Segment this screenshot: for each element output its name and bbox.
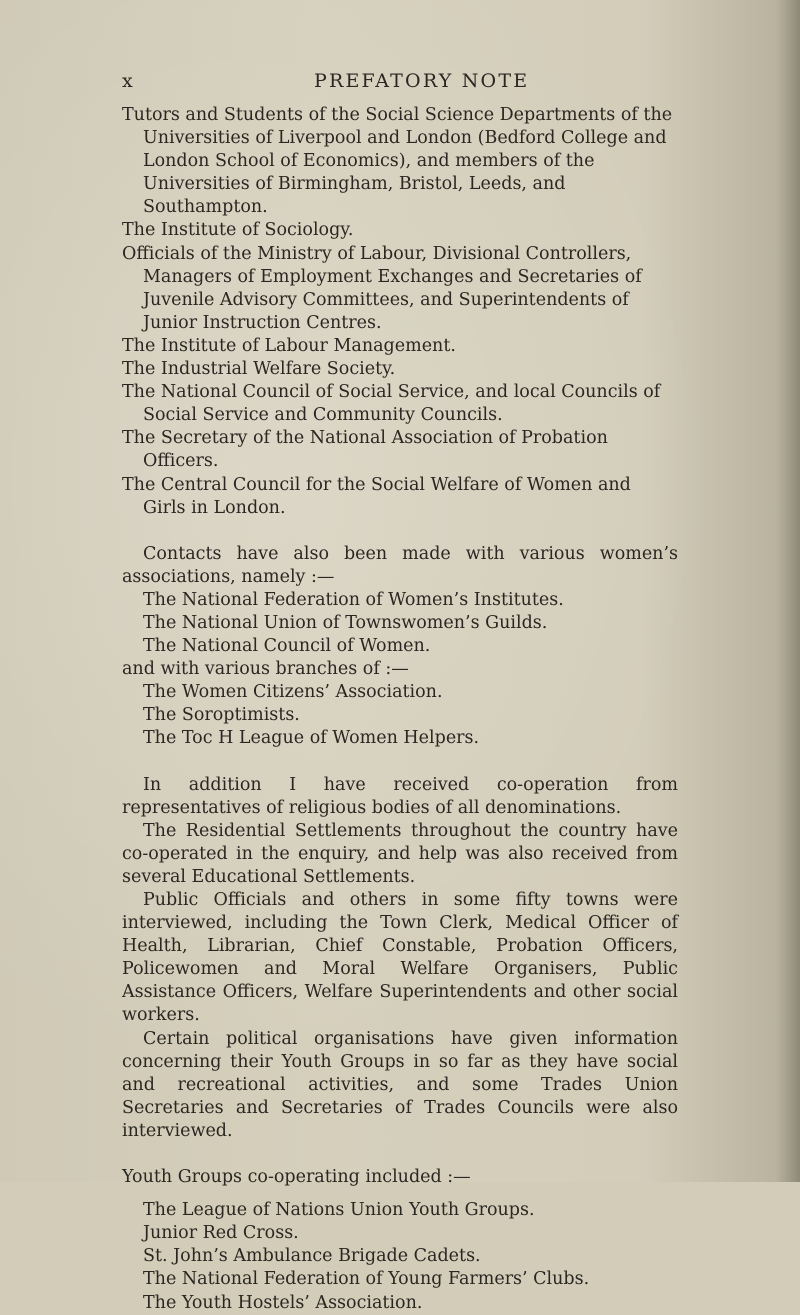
list-item: The National Council of Social Service, and local Councils of Social Service and Community Councils. (122, 382, 661, 426)
page-body (122, 104, 678, 1315)
page-number: x (122, 70, 134, 92)
paragraph-religious-bodies: In addition I have received co-operation from representatives of religious bodies of all denominations. (122, 774, 678, 818)
list-item: The Toc H League of Women Helpers. (143, 728, 480, 749)
list-item: The National Federation of Young Farmers’ Clubs. (143, 1269, 590, 1290)
list-item: The Women Citizens’ Association. (143, 682, 443, 703)
youth-groups-intro: Youth Groups co-operating included :— (122, 1167, 471, 1188)
list-item: The Soroptimists. (143, 705, 300, 726)
list-item: The Industrial Welfare Society. (122, 359, 396, 380)
contacts-intro: Contacts have also been made with various women’s associations, namely :— (122, 543, 678, 587)
list-item: The National Union of Townswomen’s Guilds. (143, 612, 548, 633)
list-item: Officials of the Ministry of Labour, Divisional Controllers, Managers of Employment Exchanges and Secretaries of Juvenile Advisory Committees, and Superintendents of Junior Instruction Centres. (122, 243, 642, 333)
list-item: The League of Nations Union Youth Groups. (143, 1200, 535, 1221)
list-item: The Institute of Sociology. (122, 220, 354, 241)
list-item: The Institute of Labour Management. (122, 335, 456, 356)
cooperating-bodies-list (122, 104, 678, 520)
list-item: St. John’s Ambulance Brigade Cadets. (143, 1246, 481, 1267)
list-item: Junior Red Cross. (143, 1223, 299, 1244)
list-item: The Youth Hostels’ Association. (143, 1292, 423, 1313)
branches-intro: and with various branches of :— (122, 659, 409, 680)
paragraph-public-officials: Public Officials and others in some fifty towns were interviewed, including the Town Clerk, Medical Officer of Health, Librarian, Chief Constable, Probation Officers, Policewomen and Moral Welfare Organisers, Public Assistance Officers, Welfare Superintendents and other social workers. (122, 890, 678, 1026)
branches-list (122, 681, 678, 750)
running-head: PREFATORY NOTE (314, 70, 530, 92)
list-item: The National Federation of Women’s Institutes. (143, 589, 564, 610)
paragraph-political-organisations: Certain political organisations have given information concerning their Youth Groups in so far as they have social and recreational activities, and some Trades Union Secretaries and Secretaries of Trades Councils were also interviewed. (122, 1028, 678, 1141)
list-item: The National Council of Women. (143, 636, 431, 657)
womens-associations-list (122, 589, 678, 658)
youth-groups-list (122, 1199, 678, 1314)
paragraph-settlements: The Residential Settlements throughout the country have co-operated in the enquiry, and help was also received from several Educational Settlements. (122, 820, 678, 887)
list-item: The Secretary of the National Association of Probation Officers. (122, 428, 608, 472)
page-header (0, 70, 800, 100)
list-item: The Central Council for the Social Welfare of Women and Girls in London. (122, 474, 631, 518)
list-item: Tutors and Students of the Social Science Departments of the Universities of Liverpool and London (Bedford College and London School of Economics), and members of the Universities of Birmingham, Bristol, Leeds, and Southampton. (122, 105, 673, 218)
